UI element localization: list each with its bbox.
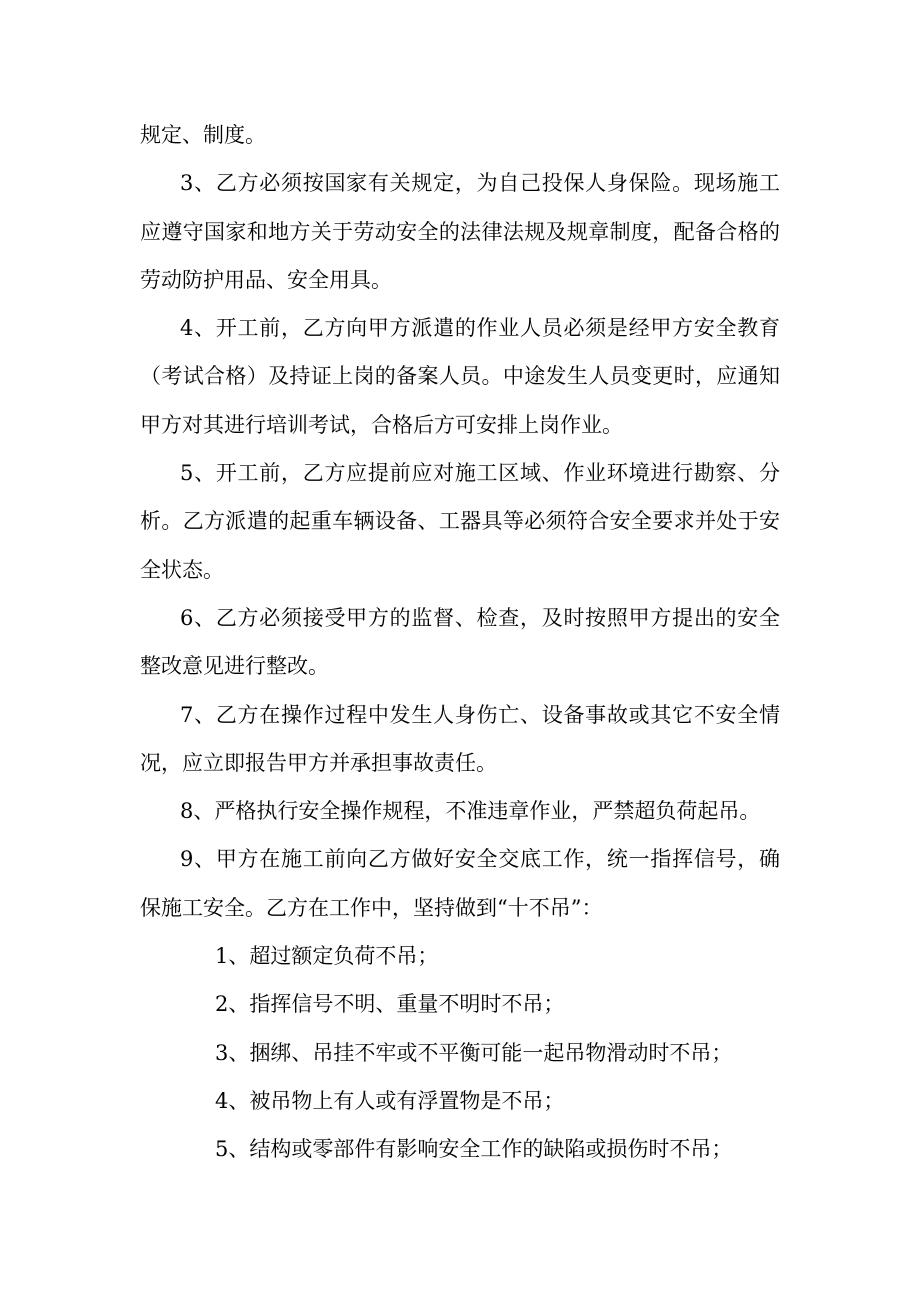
paragraph-clause-9 bbox=[140, 835, 780, 932]
paragraph-line: 6、乙方必须接受甲方的监督、检查，及时按照甲方提出的安全 bbox=[180, 605, 780, 630]
paragraph-line: 劳动防护用品、安全用具。 bbox=[140, 267, 392, 292]
paragraph-clause-8 bbox=[140, 787, 780, 835]
paragraph-line: 7、乙方在操作过程中发生人身伤亡、设备事故或其它不安全情 bbox=[180, 702, 780, 727]
paragraph-clause-5 bbox=[140, 449, 780, 594]
list-item: 3、捆绑、吊挂不牢或不平衡可能一起吊物滑动时不吊； bbox=[215, 1040, 733, 1065]
ten-no-lift-list bbox=[140, 932, 780, 1173]
paragraph-line: 3、乙方必须按国家有关规定，为自己投保人身保险。现场施工 bbox=[180, 171, 780, 196]
paragraph-line: 全状态。 bbox=[140, 557, 224, 582]
paragraph-line: 应遵守国家和地方关于劳动安全的法律法规及规章制度，配备合格的 bbox=[140, 219, 780, 244]
paragraph-line: 8、严格执行安全操作规程，不准违章作业，严禁超负荷起吊。 bbox=[180, 799, 761, 824]
paragraph-continuation bbox=[140, 111, 780, 159]
paragraph-clause-4 bbox=[140, 304, 780, 449]
list-item: 2、指挥信号不明、重量不明时不吊； bbox=[215, 992, 565, 1017]
paragraph-line: 4、开工前，乙方向甲方派遣的作业人员必须是经甲方安全教育 bbox=[180, 316, 780, 341]
list-item: 1、超过额定负荷不吊； bbox=[215, 944, 439, 969]
paragraph-line: （考试合格）及持证上岗的备案人员。中途发生人员变更时，应通知 bbox=[140, 364, 780, 389]
paragraph-line: 整改意见进行整改。 bbox=[140, 654, 329, 679]
paragraph-line: 保施工安全。乙方在工作中，坚持做到“十不吊”： bbox=[140, 895, 603, 920]
document-body bbox=[140, 111, 780, 1174]
paragraph-line: 甲方对其进行培训考试，合格后方可安排上岗作业。 bbox=[140, 412, 623, 437]
paragraph-line: 析。乙方派遣的起重车辆设备、工器具等必须符合安全要求并处于安 bbox=[140, 509, 780, 534]
paragraph-line: 规定、制度。 bbox=[140, 123, 266, 147]
list-item: 4、被吊物上有人或有浮置物是不吊； bbox=[215, 1088, 565, 1113]
list-item: 5、结构或零部件有影响安全工作的缺陷或损伤时不吊； bbox=[215, 1137, 733, 1162]
paragraph-line: 5、开工前，乙方应提前应对施工区域、作业环境进行勘察、分 bbox=[180, 461, 780, 486]
paragraph-clause-3 bbox=[140, 159, 780, 304]
paragraph-line: 9、甲方在施工前向乙方做好安全交底工作，统一指挥信号，确 bbox=[180, 847, 780, 872]
paragraph-line: 况，应立即报告甲方并承担事故责任。 bbox=[140, 750, 497, 775]
paragraph-clause-6 bbox=[140, 594, 780, 691]
paragraph-clause-7 bbox=[140, 691, 780, 788]
